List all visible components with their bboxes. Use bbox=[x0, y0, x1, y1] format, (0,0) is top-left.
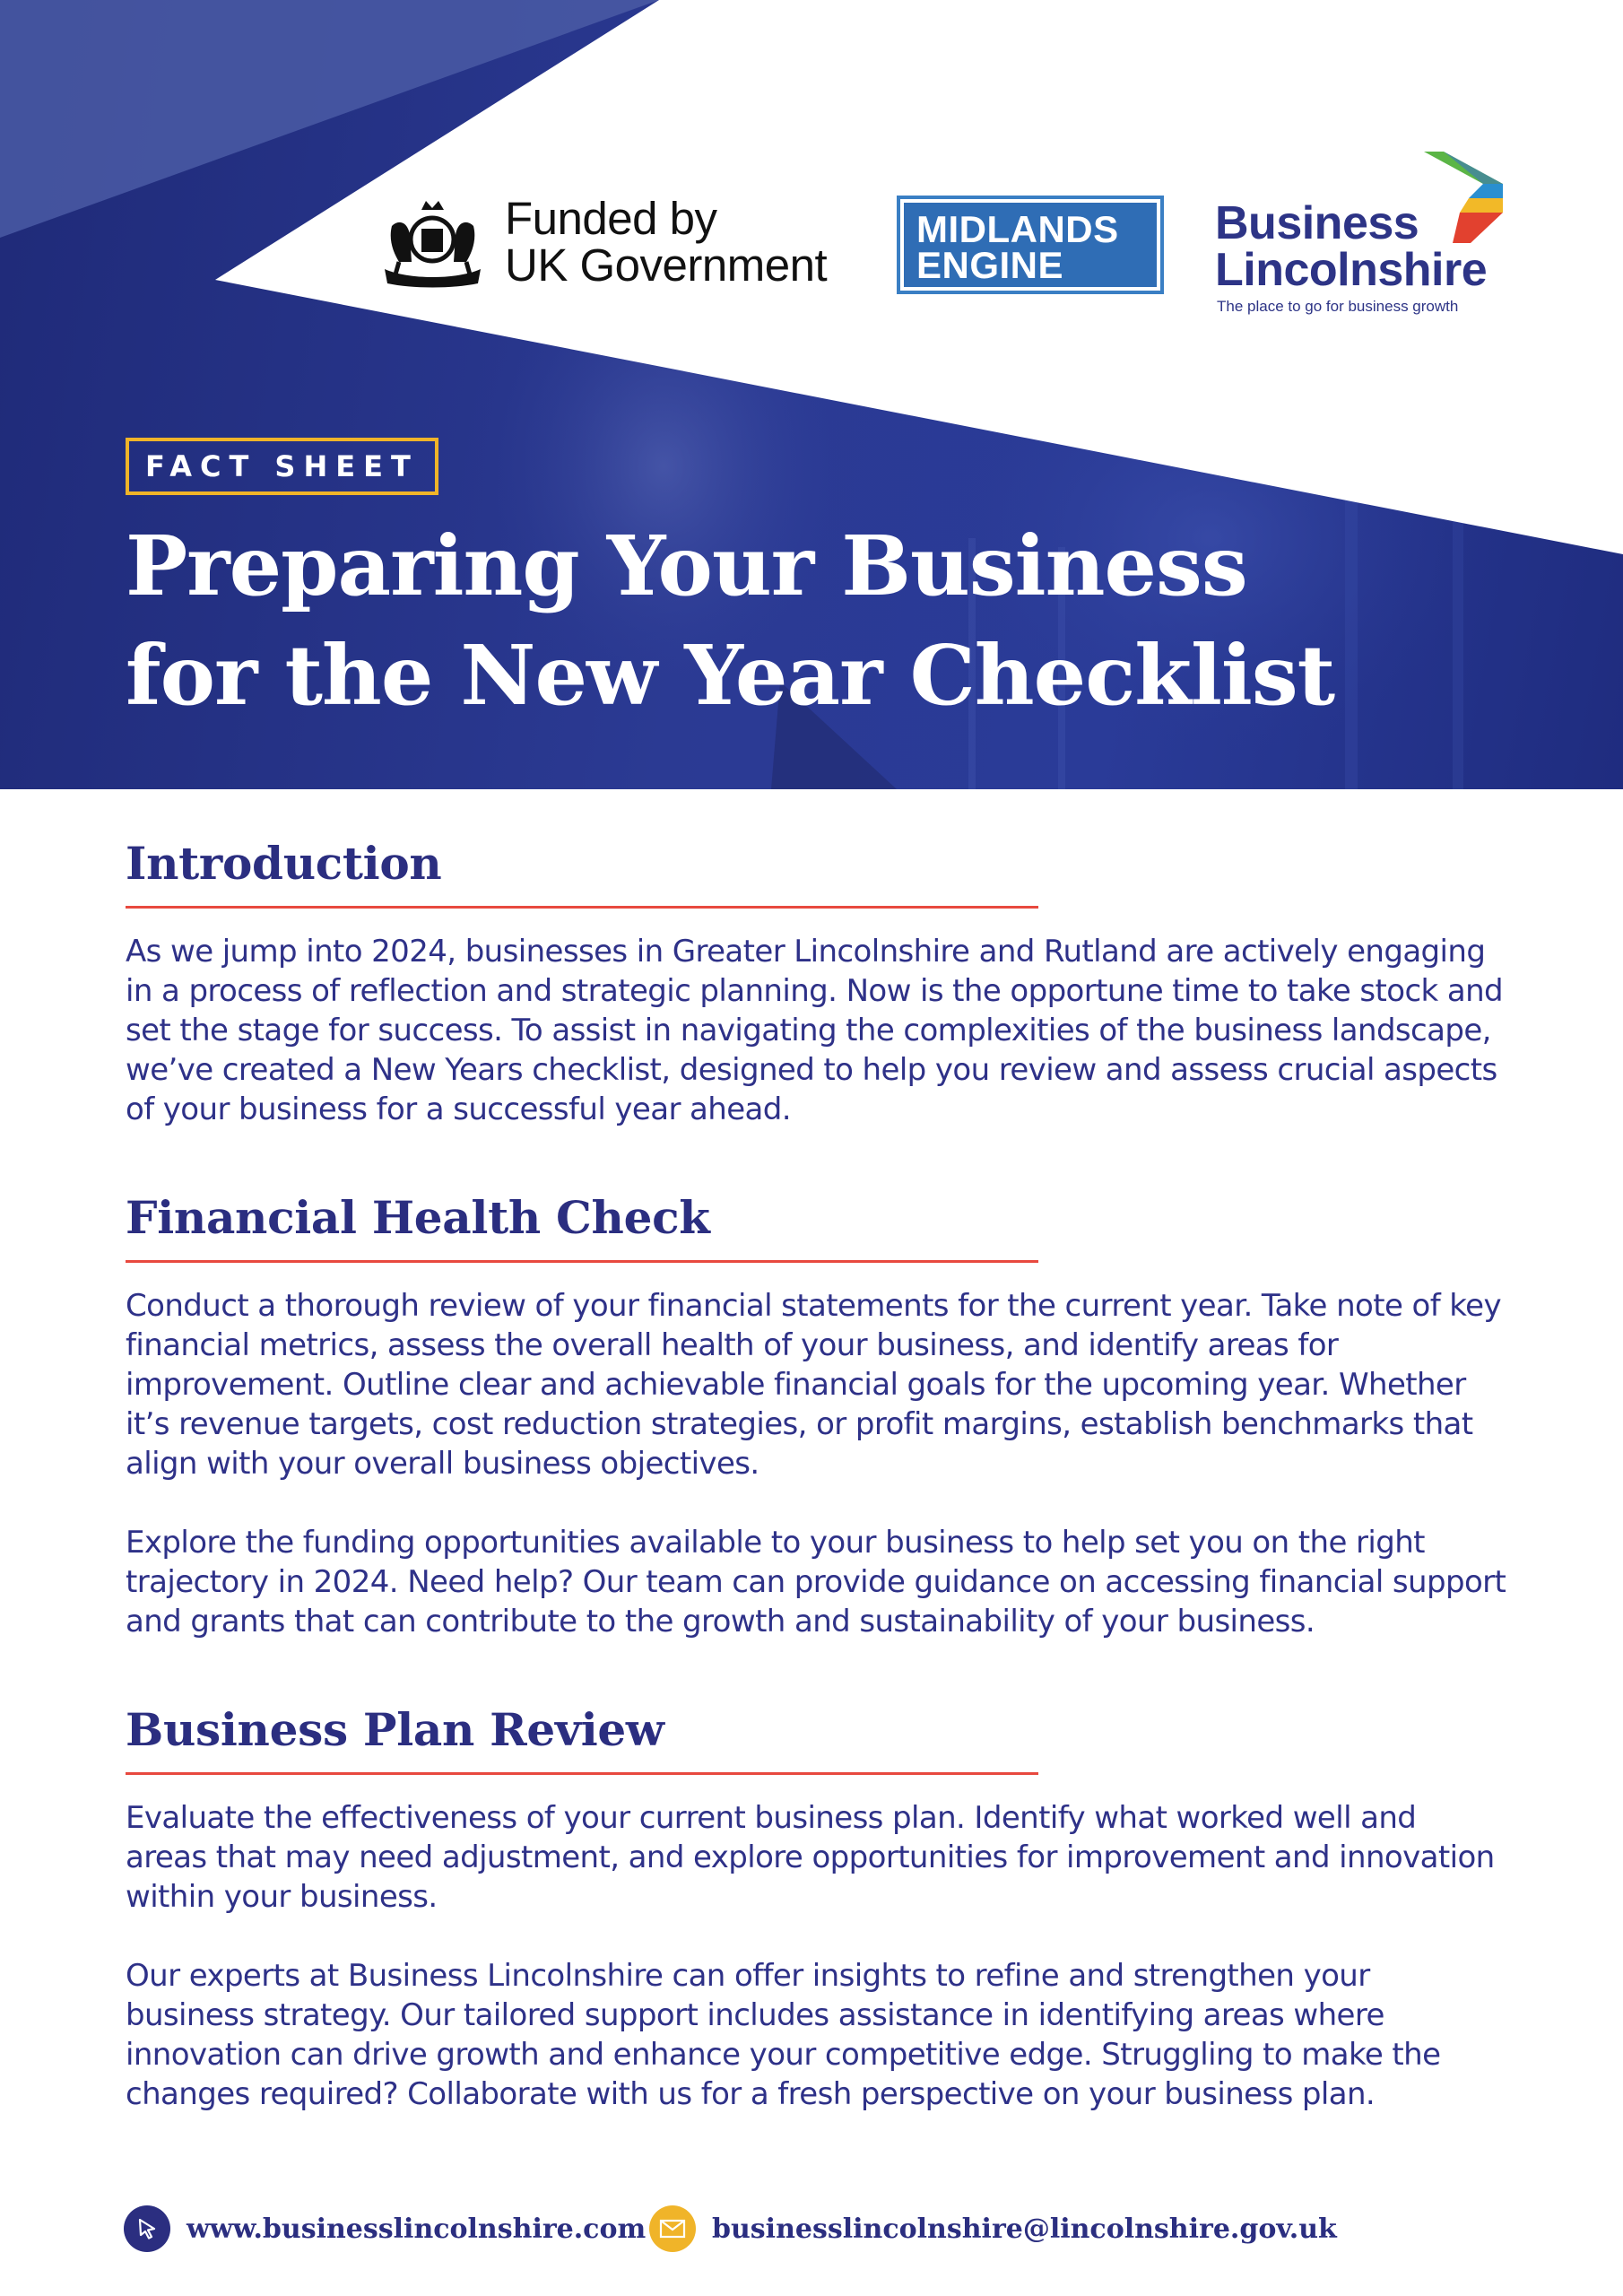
envelope-icon bbox=[649, 2205, 696, 2252]
midlands-line-2: ENGINE bbox=[916, 244, 1064, 286]
section-heading: Financial Health Check bbox=[126, 1191, 710, 1244]
funded-line-2: UK Government bbox=[505, 239, 828, 291]
hero-banner bbox=[0, 0, 1623, 789]
website-text: www.businesslincolnshire.com bbox=[187, 2213, 647, 2245]
footer-contacts bbox=[124, 2205, 1558, 2253]
section-heading: Business Plan Review bbox=[126, 1703, 664, 1756]
royal-crest-icon bbox=[381, 199, 484, 289]
page-title bbox=[126, 511, 1471, 730]
fact-sheet-badge: FACT SHEET bbox=[126, 438, 438, 495]
section-introduction bbox=[126, 834, 1506, 1129]
cursor-icon bbox=[124, 2205, 170, 2252]
partner-logos bbox=[0, 0, 1623, 359]
midlands-engine-logo bbox=[897, 196, 1164, 294]
section-paragraph: Explore the funding opportunities available to your business to help set you on the right trajectory in 2024. Need help? Our team can provide guidance on accessing financial support and grants that can contribute to the growth and sustainability of your business. bbox=[126, 1525, 1506, 1639]
website-link[interactable] bbox=[124, 2205, 646, 2253]
section-paragraph: As we jump into 2024, businesses in Greater Lincolnshire and Rutland are actively engaging in a process of reflection and strategic planning. Now is the opportune time to take stock and set the stage for success. To assist in navigating the complexities of the business landscape, we’ve created a New Years checklist, designed to help you review and assess crucial aspects of your business for a successful year ahead. bbox=[126, 934, 1504, 1127]
section-divider bbox=[126, 1772, 1038, 1775]
bl-name-line-1: Business bbox=[1215, 197, 1419, 249]
email-text: businesslincolnshire@lincolnshire.gov.uk bbox=[712, 2213, 1337, 2245]
section-heading: Introduction bbox=[126, 837, 442, 890]
section-divider bbox=[126, 906, 1038, 909]
funded-line-1: Funded by bbox=[505, 193, 717, 244]
funded-by-uk-government-logo bbox=[505, 193, 828, 291]
bl-name-line-2: Lincolnshire bbox=[1215, 244, 1488, 296]
section-divider bbox=[126, 1260, 1038, 1263]
email-link[interactable] bbox=[649, 2205, 1337, 2253]
section-paragraph: Our experts at Business Lincolnshire can offer insights to refine and strengthen your business strategy. Our tailored support includes assistance in identifying areas where innovation can drive growth and enhance your competitive edge. Struggling to make the changes required? Collaborate with us for a fresh perspective on your business plan. bbox=[126, 1958, 1441, 2112]
page-title-line-2: for the New Year Checklist bbox=[126, 627, 1335, 724]
page-title-line-1: Preparing Your Business bbox=[126, 517, 1247, 614]
section-financial-health-check bbox=[126, 1188, 1506, 1641]
bl-tagline: The place to go for business growth bbox=[1217, 298, 1459, 315]
business-lincolnshire-logo bbox=[1215, 148, 1511, 318]
midlands-line-1: MIDLANDS bbox=[916, 208, 1119, 250]
section-business-plan-review bbox=[126, 1700, 1506, 2114]
section-paragraph: Conduct a thorough review of your financial statements for the current year. Take note of key financial metrics, assess the overall health of your business, and identify areas for improvement. Outline clear and achievable financial goals for the upcoming year. Whether it’s revenue targets, cost reduction strategies, or profit margins, establish benchmarks that align with your overall business objectives. bbox=[126, 1288, 1501, 1482]
business-lincolnshire-wordmark bbox=[1215, 197, 1488, 296]
main-content bbox=[126, 834, 1506, 2173]
section-paragraph: Evaluate the effectiveness of your current business plan. Identify what worked well and areas that may need adjustment, and explore opportunities for improvement and innovation within your business. bbox=[126, 1800, 1495, 1915]
